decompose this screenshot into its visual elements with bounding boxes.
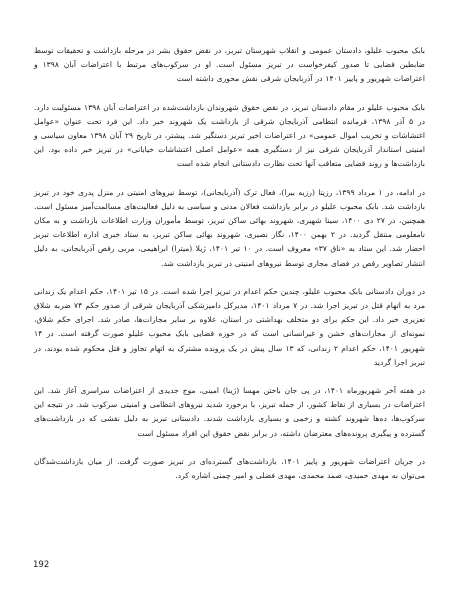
- document-body: [34, 44, 425, 497]
- paragraph-2: بابک محبوب علیلو در مقام دادستان تبریز، در نقض حقوق شهروندان بازداشت‌شده در اعتراضات آبان ۱۳۹۸ مسئولیت دارد. در ۵ آذر ۱۳۹۸، فرمانده انتظامی آذربایجان شرقی از بازداشت یک شهروند خبر داد. این فرد تحت عنوان «عوامل اغتشاشات و تخریب اموال عمومی» در اعتراضات اخیر تبریز دستگیر شد. پیشتر، در تاریخ ۲۹ آبان ۱۳۹۸ معاون سیاسی و امنیتی استاندار آذربایجان شرقی نیز از دستگیری همه «عوامل اصلی اغتشاشات خیابانی» در تبریز خبر داده بود. این بازداشت‌ها و روند قضایی متعاقب آنها تحت نظارت دادستانی انجام شده است: [34, 102, 425, 169]
- paragraph-3: در ادامه، در ۱ مرداد ۱۳۹۹، رزیتا (رزیه بیرا)، فعال ترک (آذربایجانی)، توسط نیروهای امنیتی در منزل پدری خود در تبریز بازداشت شد. بابک محبوب علیلو در برابر بازداشت فعالان مدنی و سیاسی به دلیل فعالیت‌های مسالمت‌آمیز مسئول است. همچنین، در ۲۷ دی ۱۴۰۰، سینا شهیری، شهروند بهائی ساکن تبریز، توسط مأموران وزارت اطلاعات بازداشت و به مکان نامعلومی منتقل گردید. در ۲ بهمن ۱۴۰۰، نگار نصیری، شهروند بهائی ساکن تبریز، به ستاد خبری اداره اطلاعات تبریز احضار شد. این ستاد به «ناق ۳۷» معروف است. در ۱۰ تیر ۱۴۰۱، ژیلا (میترا) ابراهیمی، مربی رقص آذربایجانی، به دلیل انتشار تصاویر رقص در فضای مجازی توسط نیروهای امنیتی در تبریز بازداشت شد.: [34, 187, 426, 268]
- page-number: 192: [33, 560, 50, 570]
- paragraph-4: در دوران دادستانی بابک محبوب علیلو، چندین حکم اعدام در تبریز اجرا شده است. در ۱۵ تیر ۱۴۰۱، حکم اعدام یک زندانی مرد به اتهام قتل در تبریز اجرا شد. در ۷ مرداد ۱۴۰۱، مدیرکل دامپزشکی آذربایجان شرقی از صدور حکم ۷۴ ضربه شلاق تعزیری خبر داد. این حکم برای دو متخلف بهداشتی در استان، علاوه بر سایر مجازات‌ها، صادر شد. اجرای حکم شلاق، نمونه‌ای از مجازات‌های خشن و غیرانسانی است که در حوزه قضایی بابک محبوب علیلو صورت گرفته است. در ۱۴ شهریور ۱۴۰۱، حکم اعدام ۲ زندانی، که ۱۳ سال پیش در یک پرونده مشترک به اتهام تجاوز و قتل محکوم شده بودند، در تبریز اجرا گردید: [34, 286, 426, 367]
- paragraph-1: بابک محبوب علیلو، دادستان عمومی و انقلاب شهرستان تبریز، در نقض حقوق بشر در مرحله بازداشت و تحقیقات توسط ضابطین قضایی تا صدور کیفرخواست در تبریز مسئول است. او در سرکوب‌های مرتبط با اعتراضات آبان ۱۳۹۸ و اعتراضات شهریور و پاییز ۱۴۰۱ در آذربایجان شرقی نقش محوری داشته است: [34, 46, 425, 84]
- paragraph-6: در جریان اعتراضات شهریور و پاییز ۱۴۰۱، بازداشت‌های گسترده‌ای در تبریز صورت گرفت. از میان بازداشت‌شدگان می‌توان به مهدی حمیدی، صمد محمدی، مهدی فضلی و امیر چمنی اشاره کرد.: [34, 456, 425, 481]
- paragraph-5: در هفته آخر شهریورماه ۱۴۰۱، در پی جان باختن مهسا (ژینا) امینی، موج جدیدی از اعتراضات سراسری آغاز شد. این اعتراضات در بسیاری از نقاط کشور، از جمله تبریز، با برخورد شدید نیروهای انتظامی و امنیتی سرکوب شد. در نتیجه این سرکوب‌ها، ده‌ها شهروند کشته و زخمی و بسیاری بازداشت شدند. دادستانی تبریز به دلیل نقشی که در بازداشت‌های گسترده و پیگیری پرونده‌های معترضان داشته، در برابر نقض حقوق این افراد مسئول است: [34, 386, 425, 438]
